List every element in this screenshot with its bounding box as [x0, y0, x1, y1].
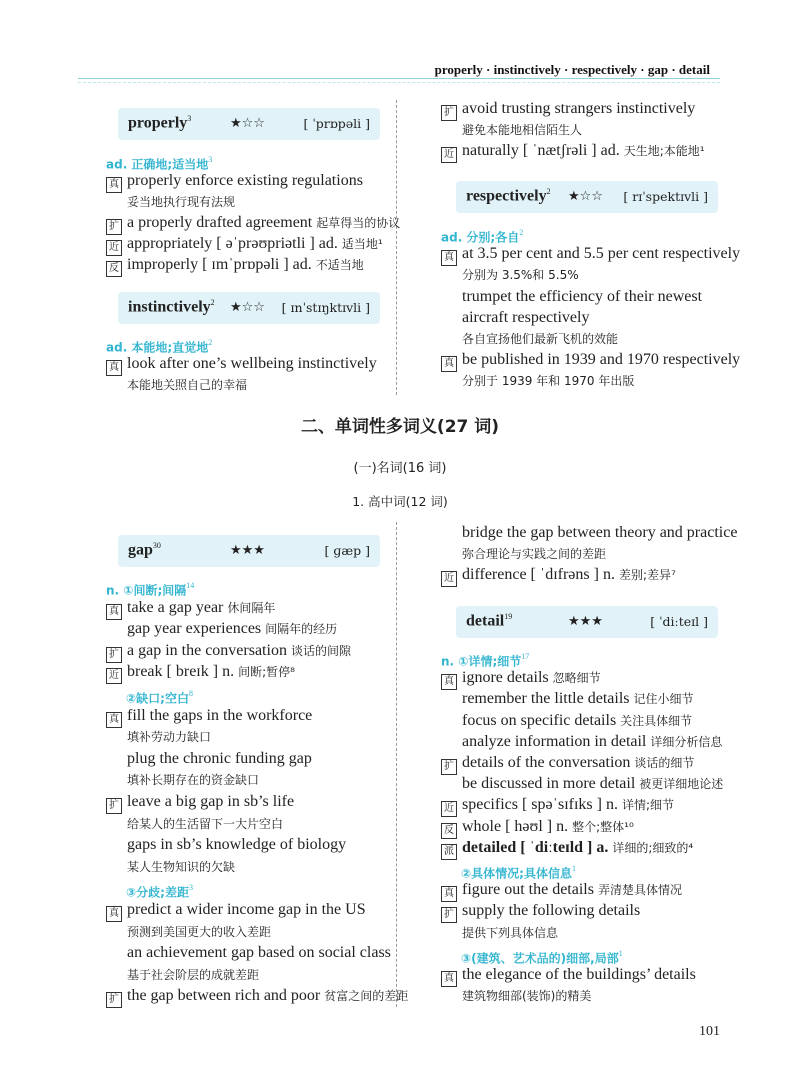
label-tag: 近 [441, 801, 457, 817]
chinese-text: 提供下列具体信息 [462, 925, 559, 940]
entry-header-gap [118, 535, 380, 567]
label-tag: 扩 [441, 759, 457, 775]
label-tag: 反 [106, 261, 122, 277]
english-text: at 3.5 per cent and 5.5 per cent respectively [462, 245, 741, 263]
english-text: appropriately [ əˈprəʊpriətli ] ad. [127, 235, 342, 252]
english-text: whole [ həʊl ] n. [462, 817, 573, 835]
label-tag: 真 [441, 250, 457, 266]
chinese-text: 关注具体细节 [620, 713, 693, 728]
label-tag: 扩 [106, 992, 122, 1008]
chinese-text: 休间隔年 [227, 600, 276, 615]
label-tag: 真 [106, 604, 122, 620]
headword: detail$^{19}$ [466, 612, 513, 630]
chinese-text: 适当地¹ [341, 237, 383, 251]
english-text: be discussed in more detail [462, 775, 640, 793]
label-tag: 派 [441, 844, 457, 860]
chinese-text: 弄清楚具体情况 [597, 883, 682, 898]
english-text: figure out the details [462, 881, 598, 899]
example-line [106, 793, 294, 814]
chinese-text: 整个;整体¹⁰ [572, 819, 634, 834]
chinese-text: 分别于 1939 年和 1970 年出版 [462, 374, 635, 389]
chinese-text: 间断;暂停⁸ [238, 665, 295, 680]
chinese-text: 分别为 3.5%和 5.5% [462, 268, 579, 283]
example-line [106, 707, 312, 728]
example-line [106, 172, 363, 193]
example-line [441, 987, 591, 1005]
example-line [106, 771, 259, 789]
label-tag: 真 [441, 674, 457, 690]
english-text: gaps in sb’s knowledge of biology [127, 836, 347, 854]
chinese-text: 给某人的生活留下一大片空白 [127, 816, 284, 831]
chinese-text: 贫富之间的差距 [324, 989, 409, 1004]
example-line [441, 524, 737, 542]
label-tag: 真 [106, 177, 122, 193]
entry-header-properly [118, 108, 380, 140]
english-text: details of the conversation [462, 754, 635, 771]
header-rule-dashed [78, 82, 720, 83]
example-line [106, 966, 259, 984]
frequency-stars: ★☆☆ [230, 116, 265, 131]
example-line [441, 669, 601, 690]
label-tag: 真 [441, 971, 457, 987]
example-line [106, 944, 391, 962]
chinese-text: 详情;细节 [621, 798, 675, 813]
chinese-text: 忽略细节 [552, 671, 601, 686]
english-text: a properly drafted agreement [127, 214, 317, 231]
chinese-text: 建筑物细部(装饰)的精美 [462, 989, 592, 1004]
english-text: avoid trusting strangers instinctively [462, 100, 696, 117]
example-line [106, 750, 312, 768]
example-line [106, 256, 364, 277]
english-text: difference [ ˈdɪfrəns ] n. [462, 566, 619, 583]
chinese-text: 记住小细节 [633, 692, 694, 707]
example-line [106, 235, 383, 256]
english-text: look after one’s wellbeing instinctively [127, 355, 377, 372]
headword: properly$^3$ [128, 114, 192, 132]
phonetic: [ ˈprɒpəli ] [303, 116, 370, 131]
example-line [106, 599, 275, 620]
example-line [441, 902, 640, 923]
example-line [441, 351, 740, 372]
example-line [106, 836, 346, 854]
english-text: leave a big gap in sb’s life [127, 793, 295, 810]
label-tag: 真 [106, 360, 122, 376]
chinese-text: 各自宣扬他们最新飞机的效能 [462, 332, 619, 346]
label-tag: 近 [106, 240, 122, 256]
example-line [441, 754, 694, 775]
frequency-stars: ★★★ [568, 614, 603, 629]
chinese-text: 详细的;细致的⁴ [612, 840, 694, 855]
entry-header-respectively [456, 181, 718, 213]
running-header: properly · instinctively · respectively · gap · detail [434, 62, 710, 77]
example-line [441, 142, 705, 163]
english-text: aircraft respectively [462, 308, 590, 326]
example-line [441, 775, 723, 793]
page-number: 101 [699, 1024, 720, 1039]
example-line [441, 372, 634, 390]
english-text: remember the little details [462, 690, 634, 708]
example-line [106, 193, 235, 211]
header-rule [78, 78, 720, 79]
phonetic: [ ɪnˈstɪŋktɪvli ] [281, 300, 370, 315]
example-line [106, 858, 235, 876]
example-line [441, 100, 695, 121]
english-text: analyze information in detail [462, 732, 651, 750]
english-text: plug the chronic funding gap [127, 749, 312, 767]
column-divider [396, 100, 407, 395]
english-text: improperly [ ɪmˈprɒpəli ] ad. [127, 256, 316, 273]
headword: respectively$^2$ [466, 187, 551, 205]
phonetic: [ ˈdiːteɪl ] [650, 614, 708, 629]
chinese-text: 详细分析信息 [650, 734, 723, 749]
chinese-text: 谈话的间隙 [290, 643, 351, 658]
english-text: predict a wider income gap in the US [127, 901, 366, 918]
phonetic: [ rɪˈspektɪvli ] [623, 189, 708, 204]
frequency-stars: ★☆☆ [230, 300, 265, 315]
sense-line: ad. 本能地;直觉地$^2$ [106, 338, 213, 355]
label-tag: 真 [441, 886, 457, 902]
example-line [441, 712, 692, 730]
frequency-stars: ★★★ [230, 543, 265, 558]
chinese-text: 差别;差异⁷ [618, 568, 676, 582]
example-line [441, 690, 694, 708]
label-tag: 反 [441, 823, 457, 839]
example-line [106, 376, 247, 394]
section-sub2: 1. 高中词(12 词) [352, 494, 448, 509]
label-tag: 扩 [106, 219, 122, 235]
example-line [106, 355, 377, 376]
english-text: detailed [ ˈdiːteɪld ] a. [462, 838, 613, 856]
label-tag: 扩 [441, 105, 457, 121]
sense-line: ②具体情况;具体信息$^1$ [461, 864, 576, 881]
english-text: ignore details [462, 669, 553, 687]
example-line [441, 881, 682, 902]
example-line [441, 818, 634, 839]
chinese-text: 被更详细地论述 [639, 777, 724, 792]
example-line [441, 839, 693, 860]
section-subtitle: (一)名词(16 词) [353, 461, 447, 476]
chinese-text: 天生地;本能地¹ [623, 144, 705, 158]
example-line [441, 545, 606, 563]
phonetic: [ ɡæp ] [324, 543, 370, 558]
label-tag: 近 [106, 668, 122, 684]
english-text: trumpet the efficiency of their newest [462, 287, 703, 305]
example-line [441, 733, 722, 751]
example-line [106, 923, 271, 941]
example-line [106, 642, 351, 663]
sense-line: ad. 正确地;适当地$^3$ [106, 155, 213, 172]
english-text: the gap between rich and poor [127, 987, 325, 1005]
chinese-text: 基于社会阶层的成就差距 [127, 967, 260, 982]
sense-line: ③(建筑、艺术品的)细部,局部$^1$ [461, 948, 623, 966]
example-line [441, 330, 618, 348]
sense-line: n. ①间断;间隔$^{14}$ [106, 581, 195, 598]
english-text: gap year experiences [127, 620, 266, 638]
chinese-text: 某人生物知识的欠缺 [127, 859, 236, 874]
example-line [106, 987, 408, 1008]
headword: gap$^{30}$ [128, 541, 161, 559]
example-line [106, 214, 400, 235]
english-text: specifics [ spəˈsɪfɪks ] n. [462, 796, 622, 814]
example-line [106, 728, 211, 746]
example-line [441, 309, 589, 327]
example-line [441, 796, 674, 817]
english-text: the elegance of the buildings’ details [462, 966, 696, 983]
example-line [441, 924, 558, 942]
chinese-text: 避免本能地相信陌生人 [462, 123, 583, 137]
example-line [441, 966, 696, 987]
sense-line: ad. 分别;各自$^2$ [441, 228, 524, 245]
example-line [106, 620, 337, 638]
sense-line: ③分歧;差距$^3$ [126, 883, 193, 900]
chinese-text: 本能地关照自己的幸福 [127, 378, 248, 392]
chinese-text: 间隔年的经历 [265, 622, 338, 637]
column-divider [396, 522, 407, 1007]
example-line [106, 663, 295, 684]
frequency-stars: ★☆☆ [568, 189, 603, 204]
example-line [106, 901, 366, 922]
headword: instinctively$^2$ [128, 298, 215, 316]
label-tag: 扩 [441, 907, 457, 923]
english-text: a gap in the conversation [127, 641, 291, 659]
example-line [441, 266, 579, 284]
english-text: fill the gaps in the workforce [127, 706, 313, 724]
label-tag: 扩 [106, 798, 122, 814]
example-line [441, 288, 702, 306]
section-title: 二、单词性多词义(27 词) [300, 417, 500, 437]
label-tag: 真 [106, 712, 122, 728]
english-text: focus on specific details [462, 711, 621, 729]
chinese-text: 不适当地 [315, 258, 364, 272]
entry-header-instinctively [118, 292, 380, 324]
chinese-text: 谈话的细节 [634, 756, 695, 770]
sense-line: ②缺口;空白$^8$ [126, 689, 193, 706]
entry-header-detail [456, 606, 718, 638]
chinese-text: 妥当地执行现有法规 [127, 195, 236, 209]
example-line [441, 566, 676, 587]
chinese-text: 弥合理论与实践之间的差距 [462, 547, 607, 561]
label-tag: 近 [441, 571, 457, 587]
chinese-text: 起草得当的协议 [316, 216, 401, 230]
chinese-text: 预测到美国更大的收入差距 [127, 924, 272, 939]
chinese-text: 填补长期存在的资金缺口 [127, 773, 260, 788]
label-tag: 真 [106, 906, 122, 922]
english-text: an achievement gap based on social class [127, 944, 391, 962]
english-text: take a gap year [127, 598, 228, 616]
chinese-text: 填补劳动力缺口 [127, 730, 212, 745]
english-text: be published in 1939 and 1970 respectively [462, 351, 741, 369]
sense-line: n. ①详情;细节$^{17}$ [441, 652, 530, 669]
label-tag: 近 [441, 147, 457, 163]
english-text: supply the following details [462, 902, 641, 920]
label-tag: 真 [441, 356, 457, 372]
english-text: naturally [ ˈnætʃrəli ] ad. [462, 142, 624, 159]
example-line [441, 121, 582, 139]
english-text: properly enforce existing regulations [127, 172, 363, 189]
example-line [106, 815, 283, 833]
english-text: bridge the gap between theory and practice [462, 524, 738, 541]
label-tag: 扩 [106, 647, 122, 663]
example-line [441, 245, 740, 266]
english-text: break [ breɪk ] n. [127, 663, 239, 681]
